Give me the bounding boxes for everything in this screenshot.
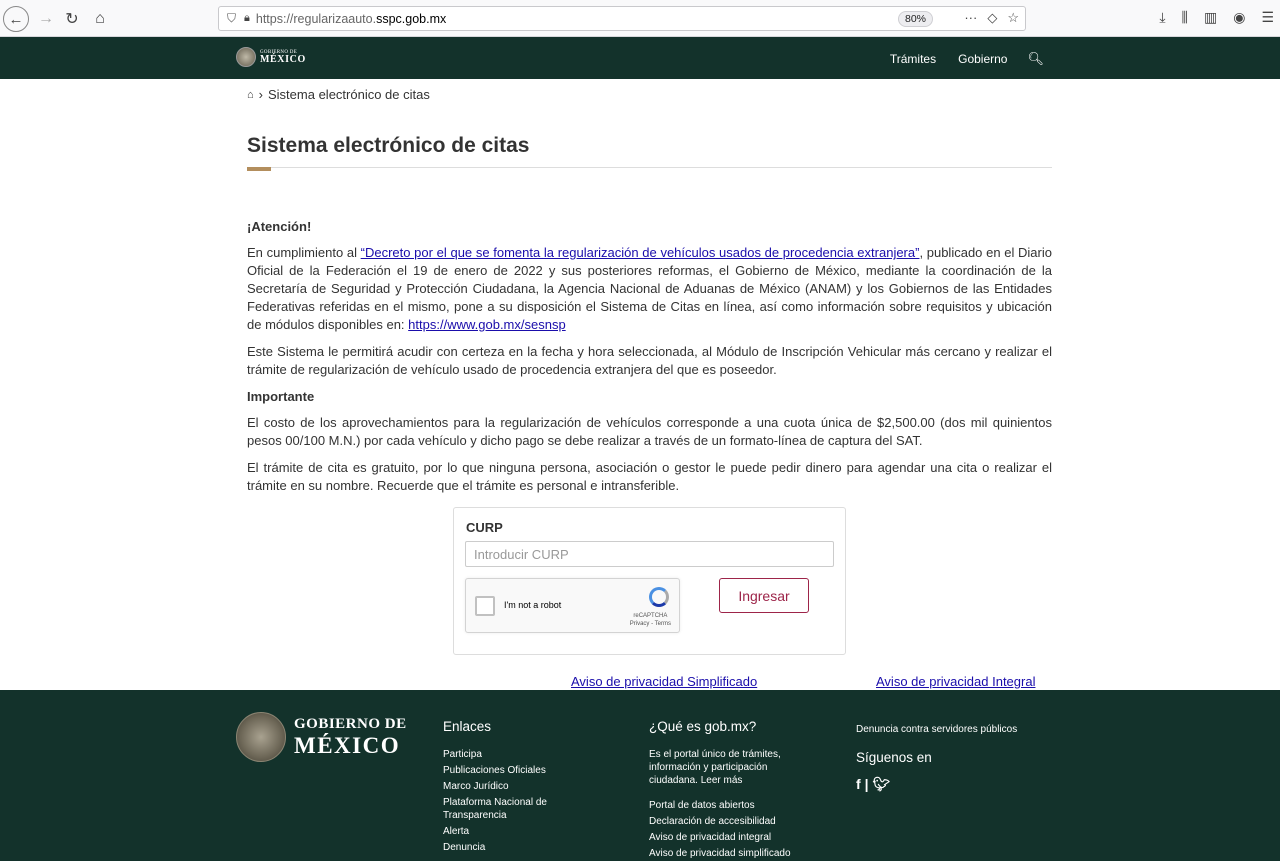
title-divider [247, 167, 1052, 168]
seal-icon [236, 47, 256, 67]
footer-enlaces [443, 720, 583, 857]
recaptcha-checkbox[interactable] [475, 596, 495, 616]
paragraph-system: Este Sistema le permitirá acudir con certeza en la fecha y hora seleccionada, al Módulo de Inscripción Vehicular más cercano y realizar el trámite de regularización de vehículo usado de procedencia extranjera del que es poseedor. [247, 344, 1052, 377]
footer [0, 690, 1280, 861]
gov-logo[interactable] [236, 47, 306, 67]
zoom-indicator[interactable]: 80% [898, 11, 933, 27]
curp-label: CURP [466, 520, 503, 535]
footer-logo[interactable] [236, 712, 407, 762]
footer-link-privacidad-simplificado[interactable]: Aviso de privacidad simplificado [649, 848, 791, 859]
page-title: Sistema electrónico de citas [247, 134, 530, 157]
account-icon[interactable]: ◉ [1233, 9, 1246, 25]
back-icon[interactable]: ← [3, 6, 29, 32]
shield-icon[interactable]: ⛉ [227, 11, 237, 25]
enlaces-heading: Enlaces [443, 719, 492, 734]
footer-link-denuncia[interactable]: Denuncia [443, 842, 486, 853]
recaptcha-brand: reCAPTCHA [633, 613, 668, 619]
curp-input[interactable] [465, 541, 834, 567]
footer-link-transparencia[interactable]: Plataforma Nacional de Transparencia [443, 797, 547, 821]
forward-icon[interactable]: → [38, 10, 54, 27]
nav-tramites[interactable]: Trámites [889, 52, 937, 66]
logo-big-text: MÉXICO [260, 53, 306, 65]
breadcrumb-current: Sistema electrónico de citas [268, 87, 430, 102]
recaptcha-widget [465, 578, 680, 633]
url-text[interactable]: https://regularizaauto.sspc.gob.mx [255, 11, 447, 26]
footer-link-publicaciones[interactable]: Publicaciones Oficiales [443, 765, 546, 776]
footer-que-es [649, 720, 819, 861]
page-actions-icon[interactable]: ··· [964, 10, 978, 25]
menu-icon[interactable]: ☰ [1261, 9, 1274, 25]
privacy-simplified-link[interactable]: Aviso de privacidad Simplificado [571, 674, 758, 689]
toolbar-right [1159, 9, 1274, 26]
home-icon[interactable]: ⌂ [95, 10, 105, 27]
download-icon[interactable]: ⤓ [1159, 9, 1166, 25]
title-accent [247, 167, 271, 171]
important-heading: Importante [247, 389, 315, 404]
recaptcha-icon [649, 587, 669, 607]
address-bar[interactable] [218, 6, 1026, 31]
gov-nav [890, 51, 1044, 67]
breadcrumb: ⌂ › Sistema electrónico de citas [247, 87, 430, 102]
sesnsp-link[interactable]: https://www.gob.mx/sesnsp [408, 317, 566, 332]
lock-icon[interactable]: 🔒︎ [244, 12, 250, 24]
footer-link-marco[interactable]: Marco Jurídico [443, 781, 509, 792]
footer-link-accesibilidad[interactable]: Declaración de accesibilidad [649, 816, 776, 827]
paragraph-cost: El costo de los aprovechamientos para la regularización de vehículos corresponde a una cuota única de $2,500.00 (dos mil quinientos pesos 00/100 M.N.) por cada vehículo y dicho pago se debe realizar a través de un formato-línea de captura del SAT. [247, 415, 1052, 448]
main-content [247, 216, 1052, 504]
logo-small-text: GOBIERNO DE [260, 49, 298, 55]
footer-logo-big: MÉXICO [294, 733, 401, 758]
decree-link[interactable]: “Decreto por el que se fomenta la regularización de vehículos usados de procedencia extranjera” [360, 245, 920, 260]
que-heading: ¿Qué es gob.mx? [649, 719, 757, 734]
footer-link-privacidad-integral[interactable]: Aviso de privacidad integral [649, 832, 772, 843]
browser-toolbar [0, 0, 1280, 37]
url-actions [964, 10, 1019, 26]
curp-form [453, 507, 846, 655]
nav-gobierno[interactable]: Gobierno [958, 52, 1008, 66]
footer-logo-small: GOBIERNO DE [294, 716, 407, 732]
footer-seal-icon [236, 712, 286, 762]
pocket-icon[interactable]: ◇ [987, 10, 998, 25]
siguenos-heading: Síguenos en [856, 750, 932, 765]
attention-heading: ¡Atención! [247, 219, 312, 234]
sidebar-icon[interactable]: ▥ [1203, 9, 1218, 25]
reload-icon[interactable]: ↻ [65, 11, 79, 28]
recaptcha-links[interactable]: Privacy - Terms [629, 621, 671, 627]
library-icon[interactable]: ⫼ [1181, 9, 1188, 25]
paragraph-free: El trámite de cita es gratuito, por lo que ninguna persona, asociación o gestor le puede pedir dinero para agendar una cita o realizar el trámite en su nombre. Recuerde que el trámite es personal e intransferible. [247, 460, 1052, 493]
home-icon[interactable]: ⌂ [247, 88, 254, 101]
que-description[interactable]: Es el portal único de trámites, información y participación ciudadana. Leer más [649, 749, 781, 786]
footer-link-participa[interactable]: Participa [443, 749, 482, 760]
twitter-icon[interactable]: 🐦︎ [872, 776, 891, 792]
gov-header [0, 37, 1280, 79]
search-icon[interactable]: 🔍︎ [1027, 51, 1044, 66]
facebook-icon[interactable]: f [856, 776, 861, 792]
privacy-integral-link[interactable]: Aviso de privacidad Integral [876, 674, 1036, 689]
denuncia-servidores-link[interactable]: Denuncia contra servidores públicos [856, 724, 1018, 735]
ingresar-button[interactable]: Ingresar [719, 578, 809, 613]
footer-link-alerta[interactable]: Alerta [443, 826, 470, 837]
bookmark-star-icon[interactable]: ☆ [1007, 10, 1019, 25]
recaptcha-label: I'm not a robot [504, 600, 562, 610]
paragraph-decree: En cumplimiento al “Decreto por el que se fomenta la regularización de vehículos usados de procedencia extranjera”, publicado en el Diario Oficial de la Federación el 19 de enero de 2022 y sus posteriores reformas, el Gobierno de México, mediante la coordinación de la Secretaría de Seguridad y Protección Ciudadana, la Agencia Nacional de Aduanas de México (ANAM) y los Gobiernos de las Entidades Federativas referidas en el mismo, pone a su disposición el Sistema de Citas en línea, así como información sobre requisitos y ubicación de módulos disponibles en: https://www.gob.mx/sesnsp [247, 245, 1052, 332]
social-icons: f | 🐦︎ [856, 776, 891, 792]
footer-social [856, 720, 1056, 791]
footer-link-datos[interactable]: Portal de datos abiertos [649, 800, 755, 811]
